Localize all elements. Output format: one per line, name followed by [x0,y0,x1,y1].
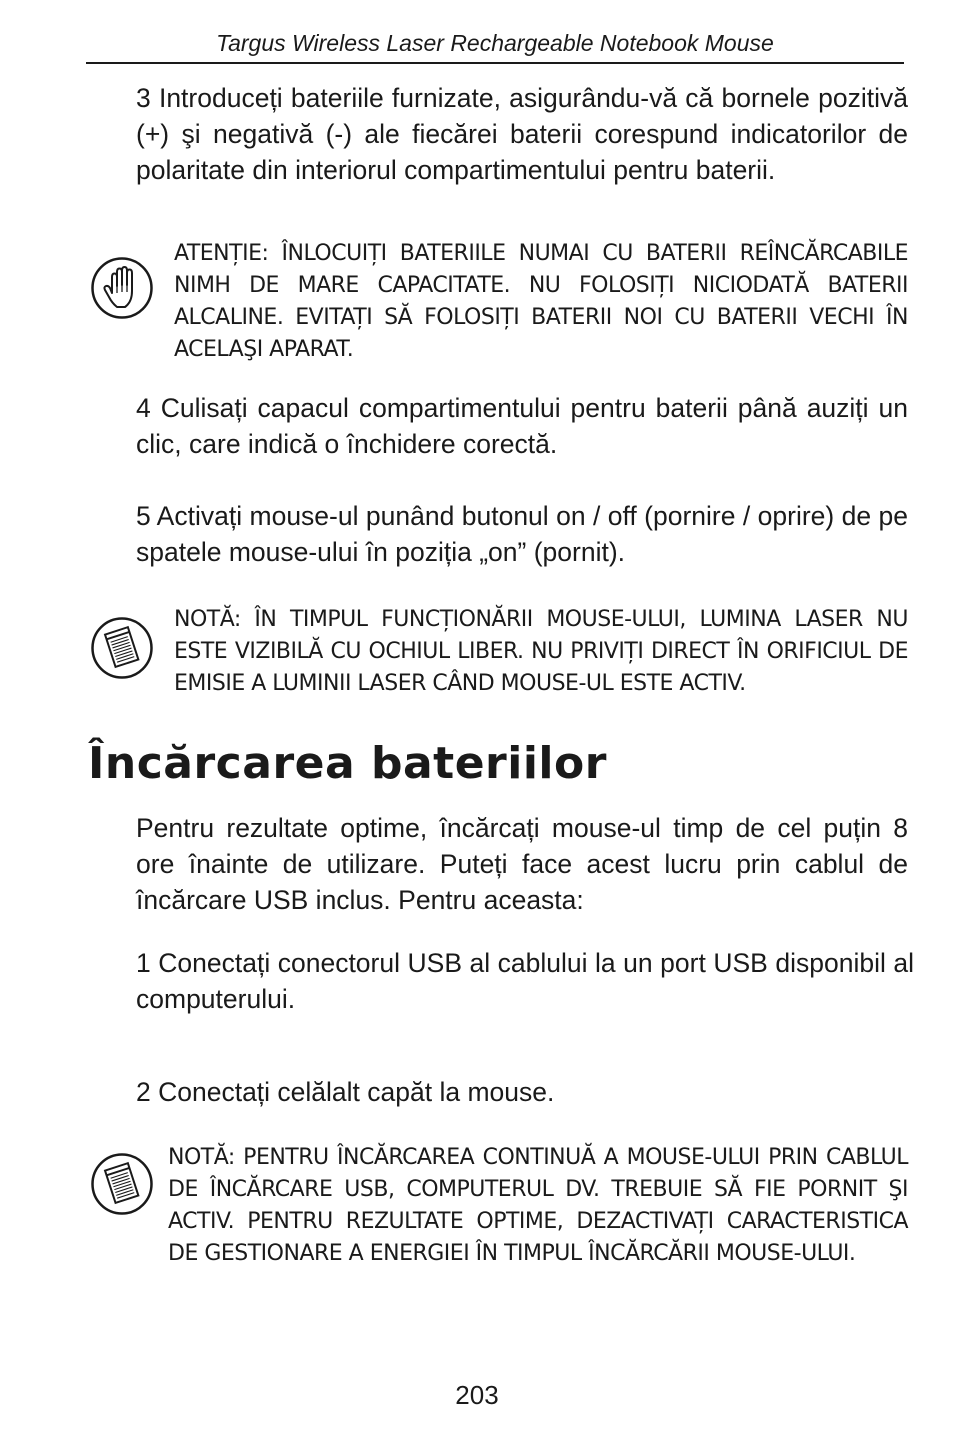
charge-step-1-text: 1 Conectați conectorul USB al cablului la un port USB disponibil al computerului. [136,948,914,1014]
hand-stop-icon [90,256,154,320]
section-title: Încărcarea bateriilor [88,738,607,789]
charge-step-2-text: 2 Conectați celălalt capăt la mouse. [136,1077,555,1107]
laser-note: NOTĂ: ÎN TIMPUL FUNCȚIONĂRII MOUSE-ULUI, LUMINA LASER NU ESTE VIZIBILĂ CU OCHIUL LIBER. NU PRIVIȚI DIRECT ÎN ORIFICIUL DE EMISIE A LUMINII LASER CÂND MOUSE-UL ESTE ACTIV. [174,607,908,696]
section-intro: Pentru rezultate optime, încărcați mouse-ul timp de cel puțin 8 ore înainte de utilizare. Puteți face acest lucru prin cablul de încărcare USB inclus. Pentru aceasta: [136,813,908,915]
notepad-icon [90,1152,154,1216]
step-5-text: 5 Activați mouse-ul punând butonul on / off (pornire / oprire) de pe spatele mouse-ului în poziția „on” (pornit). [136,501,908,567]
running-header: Targus Wireless Laser Rechargeable Notebook Mouse [86,28,904,64]
charging-note: NOTĂ: PENTRU ÎNCĂRCAREA CONTINUĂ A MOUSE-ULUI PRIN CABLUL DE ÎNCĂRCARE USB, COMPUTERUL DV. TREBUIE SĂ FIE PORNIT ŞI ACTIV. PENTRU REZULTATE OPTIME, DEZACTIVAȚI CARACTERISTICA DE GESTIONARE A ENERGIEI ÎN TIMPUL ÎNCĂRCĂRII MOUSE-ULUI. [168,1145,908,1266]
step-4-text: 4 Culisați capacul compartimentului pentru baterii până auziți un clic, care indică o închidere corectă. [136,393,908,459]
step-3-text: 3 Introduceți bateriile furnizate, asigurându-vă că bornele pozitivă (+) şi negativă (-) ale fiecărei baterii corespund indicatorilor de polaritate din interiorul compartimentului pentru baterii. [136,83,908,185]
notepad-icon [90,616,154,680]
battery-warning-note: ATENȚIE: ÎNLOCUIȚI BATERIILE NUMAI CU BATERII REÎNCĂRCABILE NIMH DE MARE CAPACITATE. NU FOLOSIȚI NICIODATĂ BATERII ALCALINE. EVITAȚI SĂ FOLOSIȚI BATERII NOI CU BATERII VECHI ÎN ACELAŞI APARAT. [174,241,908,362]
page-number: 203 [455,1380,499,1410]
